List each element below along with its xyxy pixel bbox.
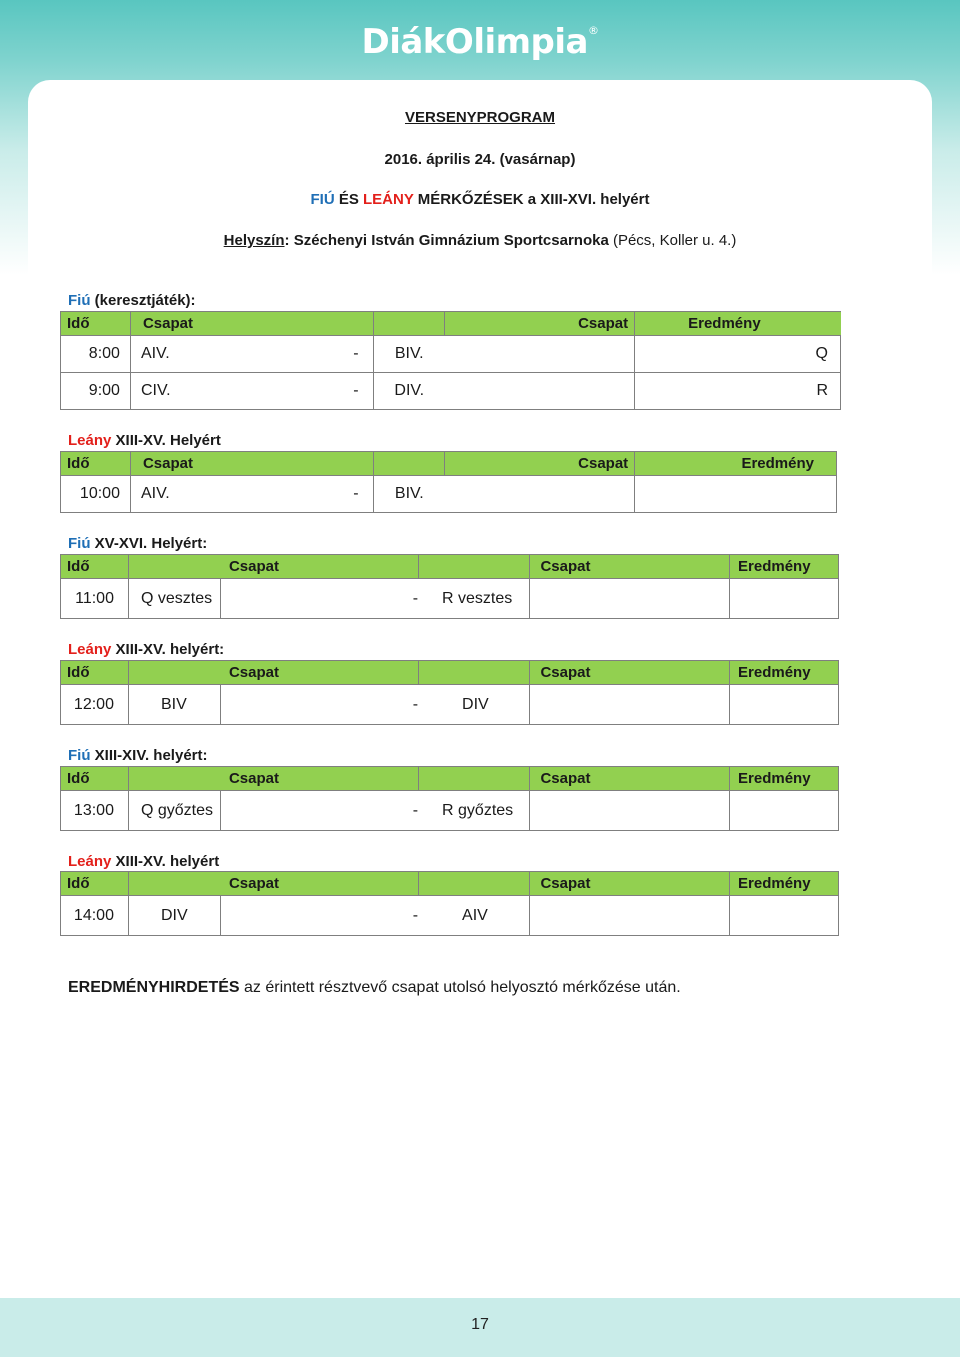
venue-address: (Pécs, Koller u. 4.) (608, 232, 737, 249)
schedule-table-3 (60, 660, 839, 725)
page-title: VERSENYPROGRAM (404, 109, 556, 126)
page-number: 17 (471, 1316, 489, 1333)
subtitle-fiu: FIÚ (310, 191, 335, 208)
header-team2: Csapat (445, 312, 635, 336)
header-time: Idő (61, 312, 131, 336)
subtitle-leany: LEÁNY (363, 191, 414, 208)
table-header: Idő Csapat Csapat Eredmény (61, 452, 837, 476)
venue-place: Széchenyi István Gimnázium Sportcsarnoka (293, 232, 609, 249)
results-announcement: EREDMÉNYHIRDETÉS az érintett résztvevő csapat utolsó helyosztó mérkőzése után. (68, 979, 681, 996)
event-date: 2016. április 24. (vasárnap) (384, 151, 576, 168)
schedule-table-5 (60, 871, 839, 936)
table-header: Idő Csapat Csapat Eredmény (61, 767, 839, 791)
table-row: 9:00 CIV. - DIV. R (61, 373, 841, 410)
table-header: Idő Csapat Csapat Eredmény (61, 555, 839, 579)
table-header (61, 312, 841, 336)
table-row: 11:00 Q vesztes - R vesztes (61, 579, 839, 619)
schedule-table-2 (60, 554, 839, 619)
header-team: Csapat (130, 312, 373, 336)
venue-line: Helyszín: Széchenyi István Gimnázium Sportcsarnoka (Pécs, Koller u. 4.) (223, 232, 737, 249)
section-title-5: Leány XIII-XV. helyért (68, 853, 220, 870)
section-title-3: Leány XIII-XV. helyért: (68, 641, 225, 658)
venue-label: Helyszín (223, 232, 285, 249)
table-header: Idő Csapat Csapat Eredmény (61, 661, 839, 685)
event-subtitle: FIÚ ÉS LEÁNY MÉRKŐZÉSEK a XIII-XVI. helyért (310, 191, 650, 208)
table-row: 8:00 AIV. - BIV. Q (61, 336, 841, 373)
schedule-table-1 (60, 451, 837, 513)
section-title-0: Fiú (keresztjáték): (68, 292, 196, 309)
table-row: 12:00 BIV - DIV (61, 685, 839, 725)
schedule-table-0 (60, 311, 841, 410)
header-result: Eredmény (635, 312, 841, 336)
section-title-2: Fiú XV-XVI. Helyért: (68, 535, 208, 552)
table-header: Idő Csapat Csapat Eredmény (61, 872, 839, 896)
schedule-table-4 (60, 766, 839, 831)
section-title-4: Fiú XIII-XIV. helyért: (68, 747, 208, 764)
diakolimpia-logo: DiákOlimpia® (361, 22, 599, 62)
table-row: 14:00 DIV - AIV (61, 896, 839, 936)
section-title-1: Leány XIII-XV. Helyért (68, 432, 221, 449)
table-row: 13:00 Q győztes - R győztes (61, 791, 839, 831)
table-row: 10:00 AIV. - BIV. (61, 476, 837, 513)
